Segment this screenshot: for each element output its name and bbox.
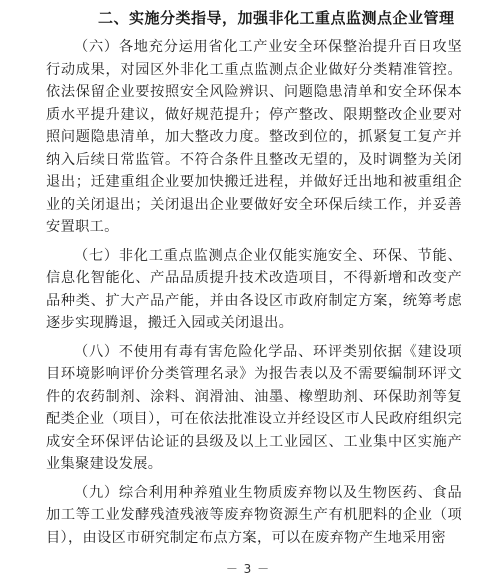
paragraph-9: （九）综合利用种养殖业生物质废弃物以及生物医药、食品加工等工业发酵残渣残液等废弃物资源生产有机肥料的企业（项目），由设区市研究制定布点方案，可以在废弃物产生地采用密 [46, 484, 462, 546]
paragraph-6: （六）各地充分运用省化工产业安全环保整治提升百日攻坚行动成果，对园区外非化工重点监测点企业做好分类精准管控。依法保留企业要按照安全风险辨识、问题隐患清单和安全环保本质水平提升建议，做好规范提升；停产整改、限期整改企业要对照问题隐患清单，加大整改力度。整改到位的，抓紧复工复产并纳入后续日常监管。不符合条件且整改无望的，及时调整为关闭退出；迁建重组企业要加快搬迁进程，并做好迁出地和被重组企业的关闭退出；关闭退出企业要做好安全环保后续工作，并妥善安置职工。 [46, 39, 462, 235]
section-heading: 二、实施分类指导，加强非化工重点监测点企业管理 [98, 9, 455, 27]
page-number: － 3 － [225, 562, 271, 576]
paragraph-8: （八）不使用有毒有害危险化学品、环评类别依据《建设项目环境影响评价分类管理名录》为报告表以及不需要编制环评文件的农药制剂、涂料、润滑油、油墨、橡塑助剂、环保助剂等复配类企业（项目），可在依法批准设立并经设区市人民政府组织完成安全环保评估论证的县级及以上工业园区、工业集中区实施产业集聚建设发展。 [46, 343, 462, 472]
paragraph-7: （七）非化工重点监测点企业仅能实施安全、环保、节能、信息化智能化、产品品质提升技术改造项目，不得新增和改变产品种类、扩大产品产能，并由各设区市政府制定方案，统筹考虑逐步实现腾退，搬迁入园或关闭退出。 [46, 247, 462, 331]
